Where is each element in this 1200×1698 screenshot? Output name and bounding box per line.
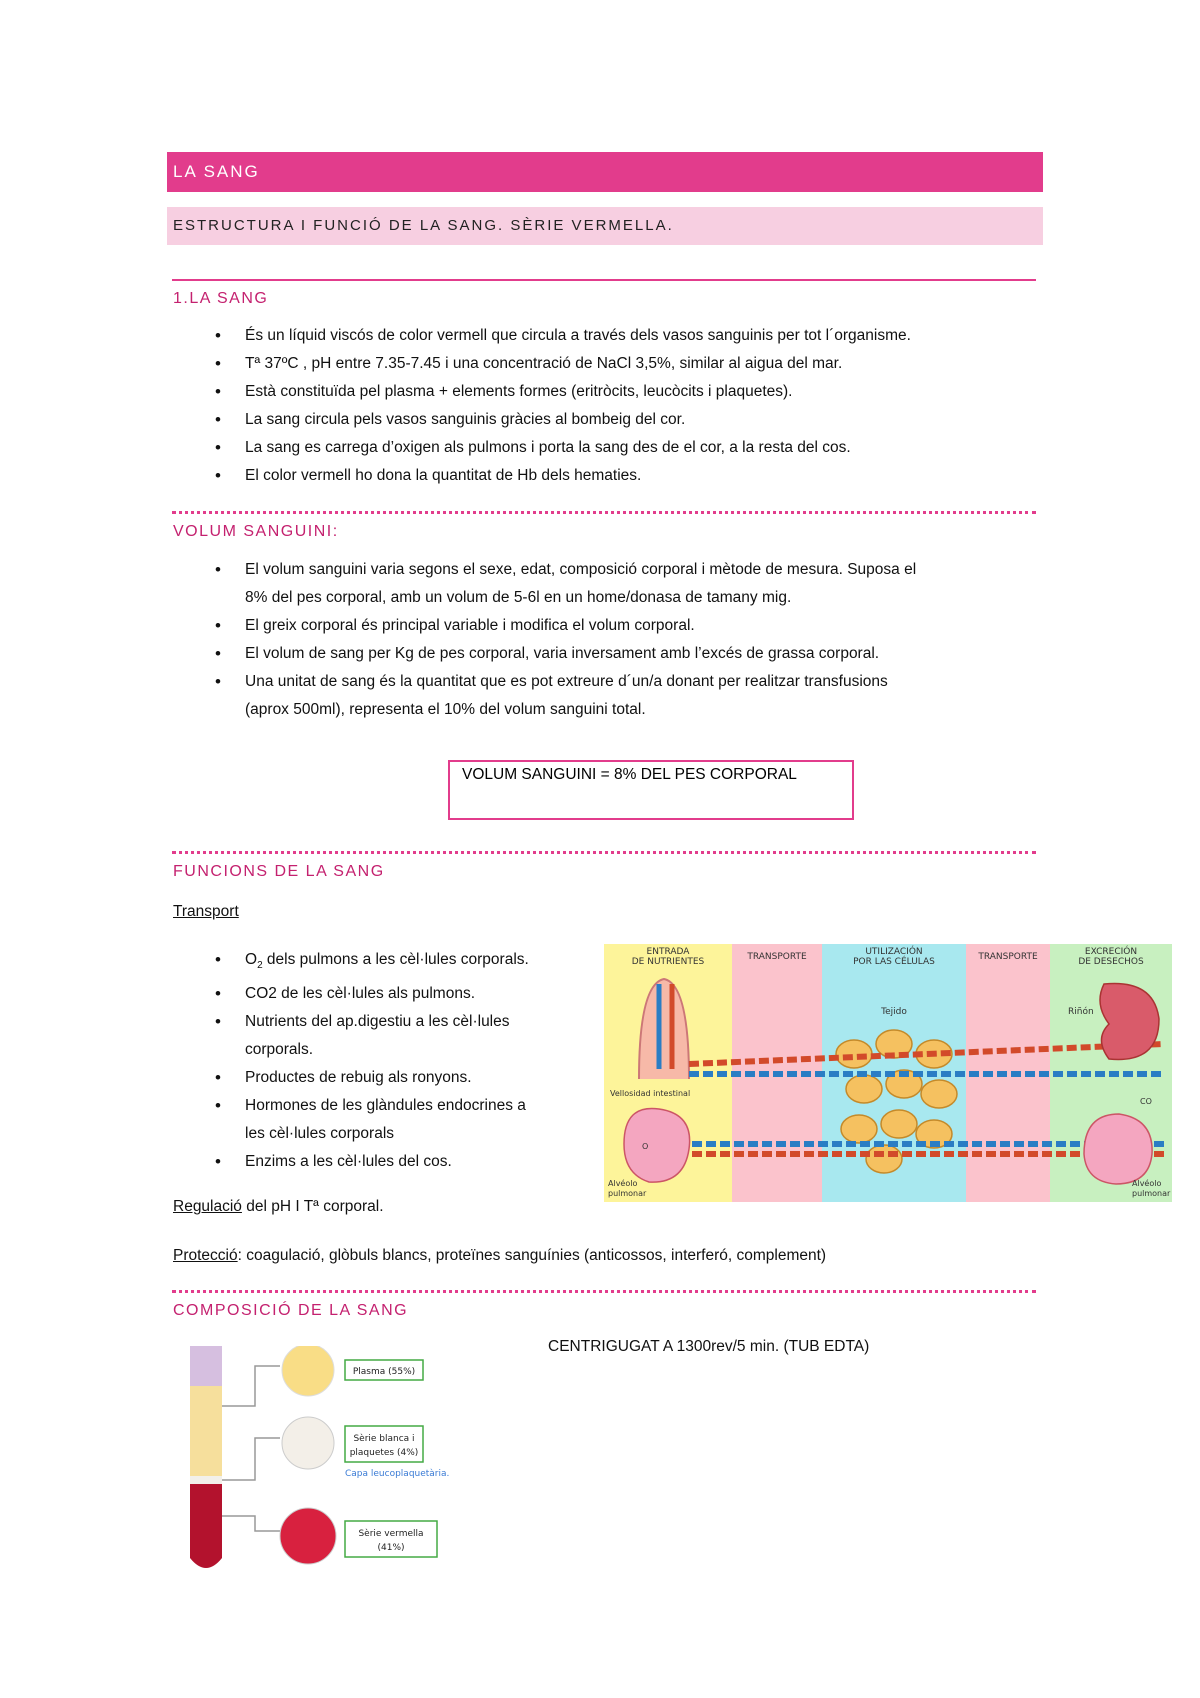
proteccio-line xyxy=(173,1247,826,1265)
list-item: • La sang circula pels vasos sanguinis gràcies al bombeig del cor. xyxy=(215,406,911,434)
list-line: El volum sanguini varia segons el sexe, edat, composició corporal i mètode de mesura. Suposa el xyxy=(245,561,917,578)
list-text: les cèl·lules corporals xyxy=(245,1125,395,1143)
list-text: Enzims a les cèl·lules del cos. xyxy=(245,1153,452,1171)
col-label: TRANSPORTE xyxy=(978,952,1038,962)
list-text: Hormones de les glàndules endocrines a xyxy=(245,1097,526,1115)
rinon-label: Riñón xyxy=(1068,1007,1094,1017)
list-item xyxy=(215,980,529,1008)
tube-red-cells xyxy=(190,1484,222,1568)
list-item xyxy=(215,1008,529,1064)
section-heading-funcions: FUNCIONS DE LA SANG xyxy=(173,863,385,880)
list-line: (aprox 500ml), representa el 10% del volum sanguini total. xyxy=(245,701,646,718)
section-divider xyxy=(172,1290,1036,1293)
red-label: (41%) xyxy=(377,1543,405,1553)
col-label: DE DESECHOS xyxy=(1078,957,1144,967)
list-item: • És un líquid viscós de color vermell que circula a través dels vasos sanguinis per tot l´organisme. xyxy=(215,322,911,350)
regulacio-label: Regulació xyxy=(173,1198,242,1215)
plasma-circle xyxy=(282,1346,334,1396)
col-label: EXCRECIÓN xyxy=(1084,947,1138,957)
alveolus-left xyxy=(624,1108,690,1182)
proteccio-text: : coagulació, glòbuls blancs, proteïnes sanguínies (anticossos, interferó, complement) xyxy=(237,1247,827,1264)
alveolo-label: pulmonar xyxy=(608,1189,647,1198)
tube-cap xyxy=(190,1346,222,1386)
section-divider xyxy=(172,851,1036,854)
formula-box xyxy=(448,760,854,820)
page-title: LA SANG xyxy=(173,162,260,181)
alveolus-right xyxy=(1084,1114,1152,1184)
red-label: Sèrie vermella xyxy=(358,1529,424,1539)
list-text: Productes de rebuig als ronyons. xyxy=(245,1069,472,1087)
list-item xyxy=(215,612,916,640)
section-divider xyxy=(172,511,1036,514)
list-item: • Està constituïda pel plasma + elements formes (eritròcits, leucòcits i plaquetes). xyxy=(215,378,911,406)
col-label: DE NUTRIENTES xyxy=(631,957,705,967)
list-item: • La sang es carrega d’oxigen als pulmons i porta la sang des de el cor, a la resta del cos. xyxy=(215,434,911,462)
col-label: POR LAS CÉLULAS xyxy=(853,957,935,967)
list-text: Nutrients del ap.digestiu a les cèl·lules xyxy=(245,1013,510,1031)
list-item xyxy=(215,1064,529,1092)
blood-transport-illustration xyxy=(604,944,1172,1202)
la-sang-list xyxy=(215,322,911,490)
connector-line xyxy=(222,1438,280,1480)
volum-list xyxy=(215,556,916,724)
section-heading-composicio: COMPOSICIÓ DE LA SANG xyxy=(173,1302,409,1319)
centrifuged-tube-illustration xyxy=(180,1346,470,1576)
list-text: CO2 de les cèl·lules als pulmons. xyxy=(245,985,476,1003)
list-item xyxy=(215,640,916,668)
list-text: O xyxy=(245,951,258,968)
transport-label: Transport xyxy=(173,903,239,920)
col-label: UTILIZACIÓN xyxy=(865,947,923,957)
transport-list xyxy=(215,946,529,1176)
list-item: • El color vermell ho dona la quantitat de Hb dels hematies. xyxy=(215,462,911,490)
alveolo-label: Alvéolo xyxy=(1132,1179,1162,1188)
capa-label: Capa leucoplaquetària. xyxy=(345,1469,450,1479)
list-text: dels pulmons a les cèl·lules corporals. xyxy=(262,951,529,968)
regulacio-text: del pH I Tª corporal. xyxy=(241,1198,384,1215)
title-bar xyxy=(167,152,1043,192)
connector-line xyxy=(222,1516,280,1531)
regulacio-line xyxy=(173,1198,384,1216)
section-heading-volum: VOLUM SANGUINI: xyxy=(173,523,339,540)
list-item xyxy=(215,556,916,612)
plasma-label: Plasma (55%) xyxy=(352,1367,416,1377)
tube-plasma xyxy=(190,1386,222,1476)
list-item xyxy=(215,1148,529,1176)
white-label: Sèrie blanca i xyxy=(353,1434,415,1444)
tube-buffy-coat xyxy=(190,1476,222,1484)
white-label: plaquetes (4%) xyxy=(349,1448,419,1458)
white-series-circle xyxy=(282,1417,334,1469)
tejido-label: Tejido xyxy=(881,1007,907,1017)
list-item xyxy=(215,1092,529,1148)
list-line: El greix corporal és principal variable i modifica el volum corporal. xyxy=(245,617,695,634)
red-series-circle xyxy=(280,1508,336,1564)
formula-text: VOLUM SANGUINI = 8% DEL PES CORPORAL xyxy=(462,766,797,783)
list-line: Una unitat de sang és la quantitat que es pot extreure d´un/a donant per realitzar transfusions xyxy=(245,673,888,690)
list-line: 8% del pes corporal, amb un volum de 5-6l en un home/donasa de tamany mig. xyxy=(245,589,792,606)
page-subtitle: ESTRUCTURA I FUNCIÓ DE LA SANG. SÈRIE VERMELLA. xyxy=(173,217,674,234)
co2-label: CO xyxy=(1140,1097,1152,1106)
col-label: ENTRADA xyxy=(646,947,690,957)
alveolo-label: pulmonar xyxy=(1132,1189,1171,1198)
list-text: corporals. xyxy=(245,1041,314,1059)
vellosidad-label: Vellosidad intestinal xyxy=(610,1089,691,1098)
col-label: TRANSPORTE xyxy=(747,952,807,962)
alveolo-label: Alvéolo xyxy=(608,1179,638,1188)
subscript: 2 xyxy=(257,960,263,972)
connector-line xyxy=(222,1366,280,1406)
section-heading-la-sang: 1.LA SANG xyxy=(173,290,269,307)
list-item xyxy=(215,668,916,724)
subtitle-bar xyxy=(167,207,1043,245)
list-item xyxy=(215,946,529,980)
list-line: El volum de sang per Kg de pes corporal, varia inversament amb l’excés de grassa corporal. xyxy=(245,645,880,662)
proteccio-label: Protecció xyxy=(173,1247,238,1264)
section-divider xyxy=(172,279,1036,281)
list-item: • Tª 37ºC , pH entre 7.35-7.45 i una concentració de NaCl 3,5%, similar al aigua del mar. xyxy=(215,350,911,378)
centrifugat-note: CENTRIGUGAT A 1300rev/5 min. (TUB EDTA) xyxy=(548,1338,870,1355)
o2-label: O xyxy=(642,1142,649,1151)
